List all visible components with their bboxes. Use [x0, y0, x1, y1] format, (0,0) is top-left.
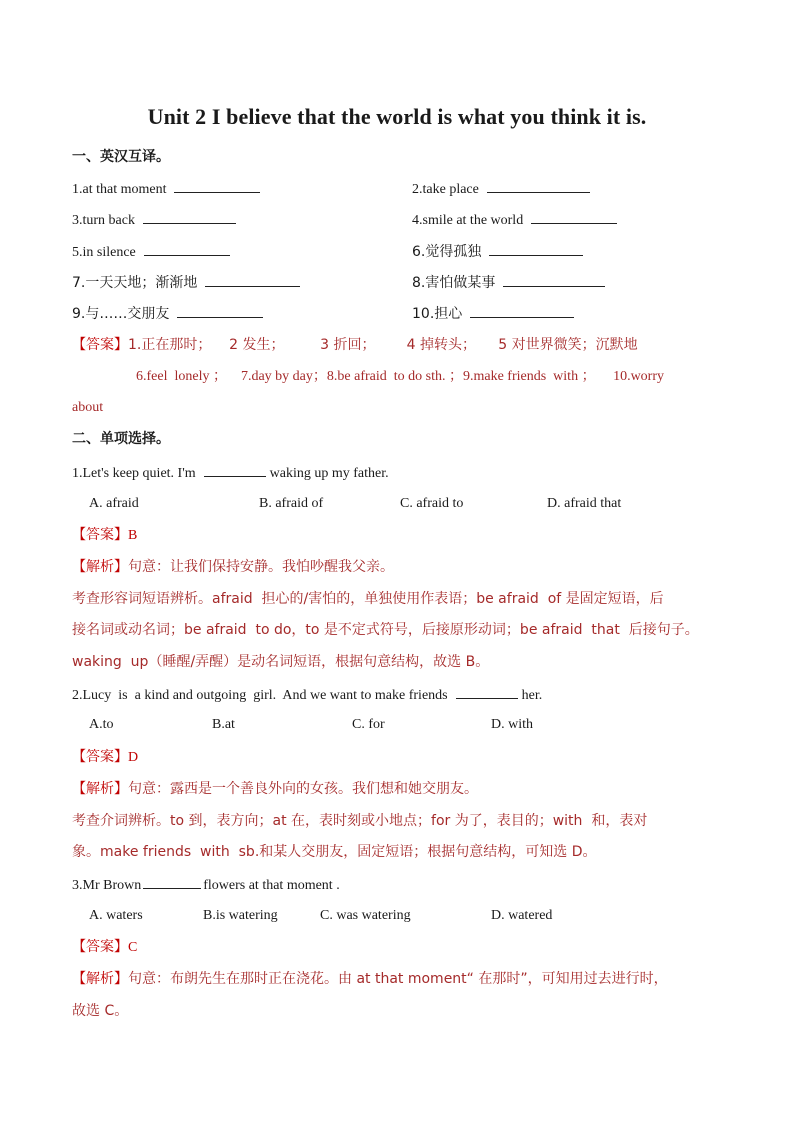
- q1-analysis-line4: waking up（睡醒/弄醒）是动名词短语，根据句意结构，故选 B。: [72, 654, 490, 670]
- question-2-stem: 2.Lucy is a kind and outgoing girl. And we want to make friends her.: [72, 685, 542, 705]
- q3-option-a: A. waters: [89, 908, 143, 923]
- answer-label: 【答案】: [72, 337, 128, 353]
- q3-option-b: B.is watering: [203, 908, 278, 923]
- q1-option-d: D. afraid that: [547, 496, 622, 511]
- q3-option-d: D. watered: [491, 908, 553, 923]
- q3-analysis-line2: 故选 C。: [72, 1003, 129, 1019]
- vocab-item-3: 3.turn back: [72, 210, 236, 230]
- section1-heading: 一、英汉互译。: [72, 149, 170, 165]
- vocab-item-7: 7.一天天地；渐渐地: [72, 273, 300, 292]
- vocab-item-8: 8.害怕做某事: [412, 273, 605, 292]
- q2-answer: 【答案】D: [72, 749, 139, 765]
- section1-answer-line2: 6.feel lonely ； 7.day by day；8.be afraid to do sth. ；9.make friends with ； 10.worry: [136, 369, 665, 384]
- q3-option-c: C. was watering: [320, 908, 411, 923]
- q2-option-a: A.to: [89, 717, 114, 732]
- q2-analysis-line3: 象。make friends with sb.和某人交朋友，固定短语；根据句意结构，可知选 D。: [72, 844, 597, 860]
- vocab-item-9: 9.与……交朋友: [72, 304, 263, 323]
- section1-answer-line1: 【答案】1.正在那时； 2 发生； 3 折回； 4 掉转头； 5 对世界微笑；沉默地: [72, 337, 638, 353]
- q2-analysis-line1: 【解析】句意：露西是一个善良外向的女孩。我们想和她交朋友。: [72, 781, 478, 797]
- q1-answer: 【答案】B: [72, 527, 138, 543]
- page-title: Unit 2 I believe that the world is what you think it is.: [147, 104, 647, 129]
- q1-analysis-line2: 考查形容词短语辨析。afraid 担心的/害怕的，单独使用作表语；be afraid of 是固定短语，后: [72, 591, 664, 607]
- q1-option-a: A. afraid: [89, 496, 139, 511]
- section1-answer-line3: about: [72, 400, 104, 415]
- question-3-stem: 3.Mr Brown flowers at that moment .: [72, 875, 340, 895]
- q1-analysis-line3: 接名词或动名词；be afraid to do，to 是不定式符号，后接原形动词；be afraid that 后接句子。: [72, 622, 699, 638]
- section2-heading: 二、单项选择。: [72, 431, 170, 447]
- vocab-item-1: 1.at that moment: [72, 179, 260, 199]
- q2-option-d: D. with: [491, 717, 533, 732]
- vocab-item-10: 10.担心: [412, 304, 574, 323]
- vocab-item-5: 5.in silence: [72, 242, 230, 262]
- q2-analysis-line2: 考查介词辨析。to 到，表方向；at 在，表时刻或小地点；for 为了，表目的；with 和，表对: [72, 813, 648, 829]
- q3-answer: 【答案】C: [72, 939, 138, 955]
- question-1-stem: 1.Let's keep quiet. I'm waking up my father.: [72, 463, 389, 483]
- vocab-item-6: 6.觉得孤独: [412, 242, 583, 261]
- q2-option-c: C. for: [352, 717, 385, 732]
- q1-analysis-line1: 【解析】句意：让我们保持安静。我怕吵醒我父亲。: [72, 559, 394, 575]
- vocab-item-2: 2.take place: [412, 179, 590, 199]
- q3-analysis-line1: 【解析】句意：布朗先生在那时正在浇花。由 at that moment“ 在那时”，可知用过去进行时，: [72, 971, 668, 987]
- q1-option-b: B. afraid of: [259, 496, 324, 511]
- vocab-item-4: 4.smile at the world: [412, 210, 617, 230]
- q1-option-c: C. afraid to: [400, 496, 464, 511]
- q2-option-b: B.at: [212, 717, 235, 732]
